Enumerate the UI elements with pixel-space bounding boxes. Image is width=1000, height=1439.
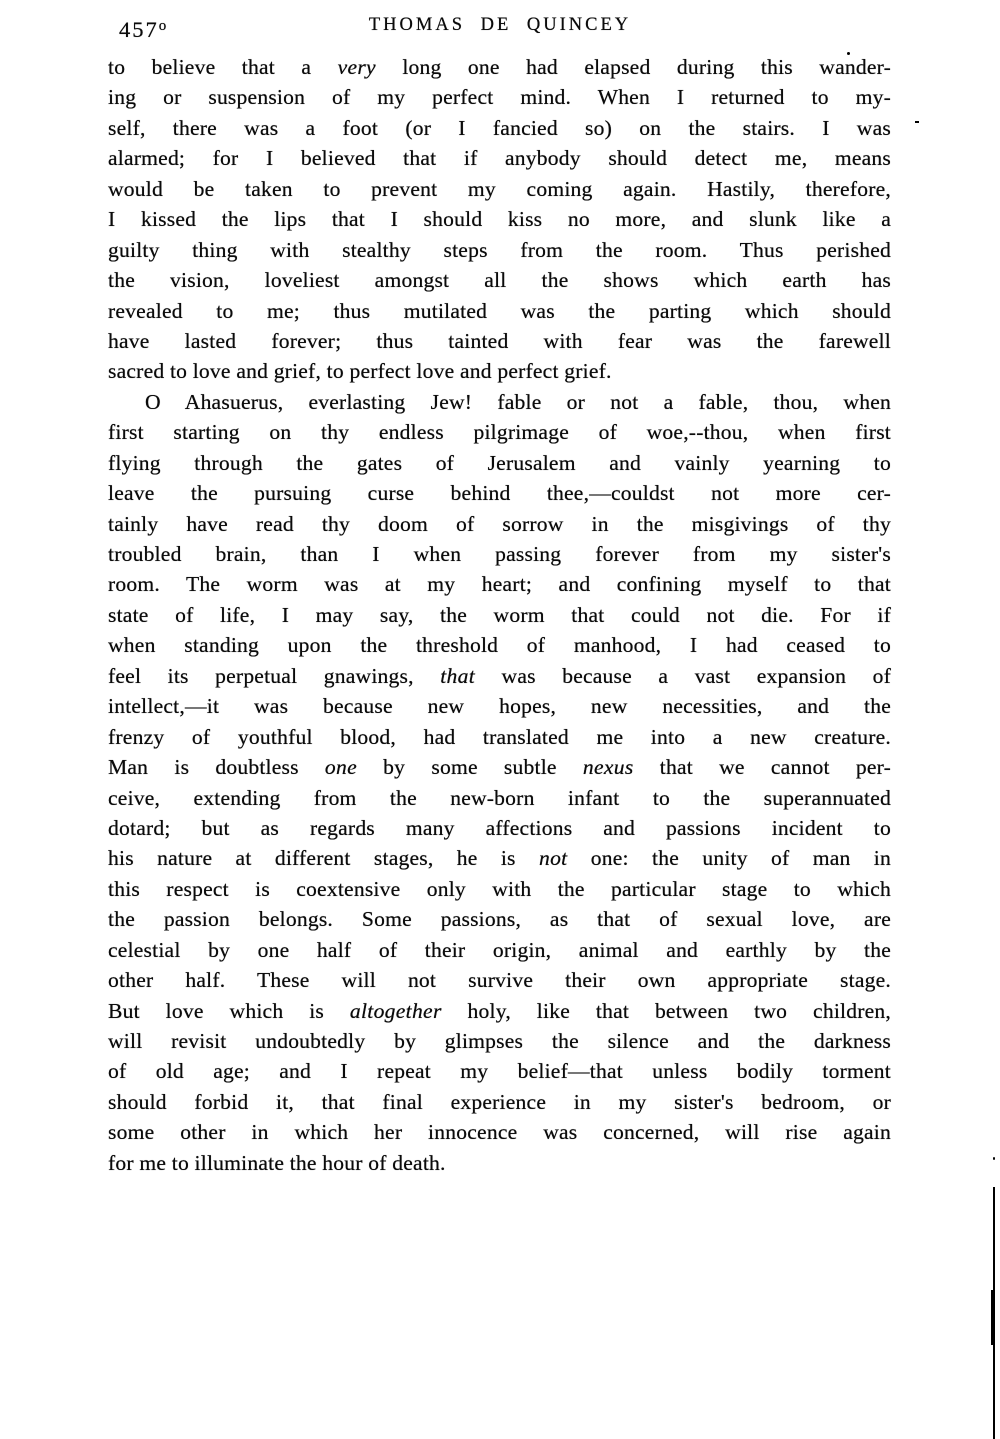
text-line: sacred to love and grief, to perfect love and perfect grief. xyxy=(108,359,612,384)
text-line: would be taken to prevent my coming again. Hastily, therefore, xyxy=(108,176,891,201)
text-line: intellect,—it was because new hopes, new necessities, and the xyxy=(108,694,891,719)
text-line: dotard; but as regards many affections and passions incident to xyxy=(108,815,891,840)
text-line: feel its perpetual gnawings, that was because a vast expansion of xyxy=(108,663,892,688)
scan-gutter-line-thick xyxy=(991,1290,995,1345)
text-line: this respect is coextensive only with the particular stage to which xyxy=(108,876,891,901)
text-line: guilty thing with stealthy steps from the room. Thus perished xyxy=(108,237,891,262)
text-line: alarmed; for I believed that if anybody should detect me, means xyxy=(108,146,891,171)
text-line: celestial by one half of their origin, animal and earthly by the xyxy=(108,937,891,962)
text-line: the vision, loveliest amongst all the shows which earth has xyxy=(108,268,891,293)
text-line: ing or suspension of my perfect mind. When I returned to my- xyxy=(108,85,891,110)
text-line: state of life, I may say, the worm that could not die. For if xyxy=(108,602,891,627)
text-line: some other in which her innocence was concerned, will rise again xyxy=(108,1120,891,1145)
scan-speck xyxy=(847,52,850,55)
running-header-title: THOMAS DE QUINCEY xyxy=(368,15,632,35)
text-line: first starting on thy endless pilgrimage of woe,--thou, when first xyxy=(108,420,891,445)
text-line: room. The worm was at my heart; and confining myself to that xyxy=(108,572,891,597)
text-line: Man is doubtless one by some subtle nexus that we cannot per- xyxy=(108,755,891,780)
scan-speck xyxy=(915,121,919,123)
text-line: have lasted forever; thus tainted with fear was the farewell xyxy=(108,328,891,353)
text-line: should forbid it, that final experience in my sister's bedroom, or xyxy=(108,1089,891,1114)
text-line: But love which is altogether holy, like that between two children, xyxy=(108,998,891,1023)
text-line: will revisit undoubtedly by glimpses the silence and the darkness xyxy=(108,1029,891,1053)
page-number-suffix: o xyxy=(158,18,167,34)
page-number-digits: 457 xyxy=(119,17,159,42)
text-line: for me to illuminate the hour of death. xyxy=(108,1150,446,1175)
text-line: I kissed the lips that I should kiss no more, and slunk like a xyxy=(108,207,891,232)
text-line: troubled brain, than I when passing forever from my sister's xyxy=(108,542,891,566)
text-line: his nature at different stages, he is not one: the unity of man in xyxy=(108,846,891,871)
text-line: of old age; and I repeat my belief—that unless bodily torment xyxy=(108,1059,891,1084)
text-line: ceive, extending from the new-born infant to the superannuated xyxy=(108,785,891,810)
text-line: when standing upon the threshold of manhood, I had ceased to xyxy=(108,633,891,658)
text-line: tainly have read thy doom of sorrow in the misgivings of thy xyxy=(108,511,891,536)
text-line: self, there was a foot (or I fancied so) on the stairs. I was xyxy=(108,115,891,140)
text-line: to believe that a very long one had elapsed during this wander- xyxy=(108,55,891,79)
text-line: frenzy of youthful blood, had translated me into a new creature. xyxy=(108,724,891,749)
text-line: other half. These will not survive their own appropriate stage. xyxy=(108,968,891,993)
text-line: O Ahasuerus, everlasting Jew! fable or not a fable, thou, when xyxy=(145,389,891,414)
body-text xyxy=(108,52,891,1178)
text-line: leave the pursuing curse behind thee,—couldst not more cer- xyxy=(108,481,891,506)
scan-speck xyxy=(993,1157,995,1160)
text-line: flying through the gates of Jerusalem and vainly yearning to xyxy=(108,450,891,475)
text-line: the passion belongs. Some passions, as that of sexual love, are xyxy=(108,907,891,932)
text-line: revealed to me; thus mutilated was the parting which should xyxy=(108,298,891,323)
